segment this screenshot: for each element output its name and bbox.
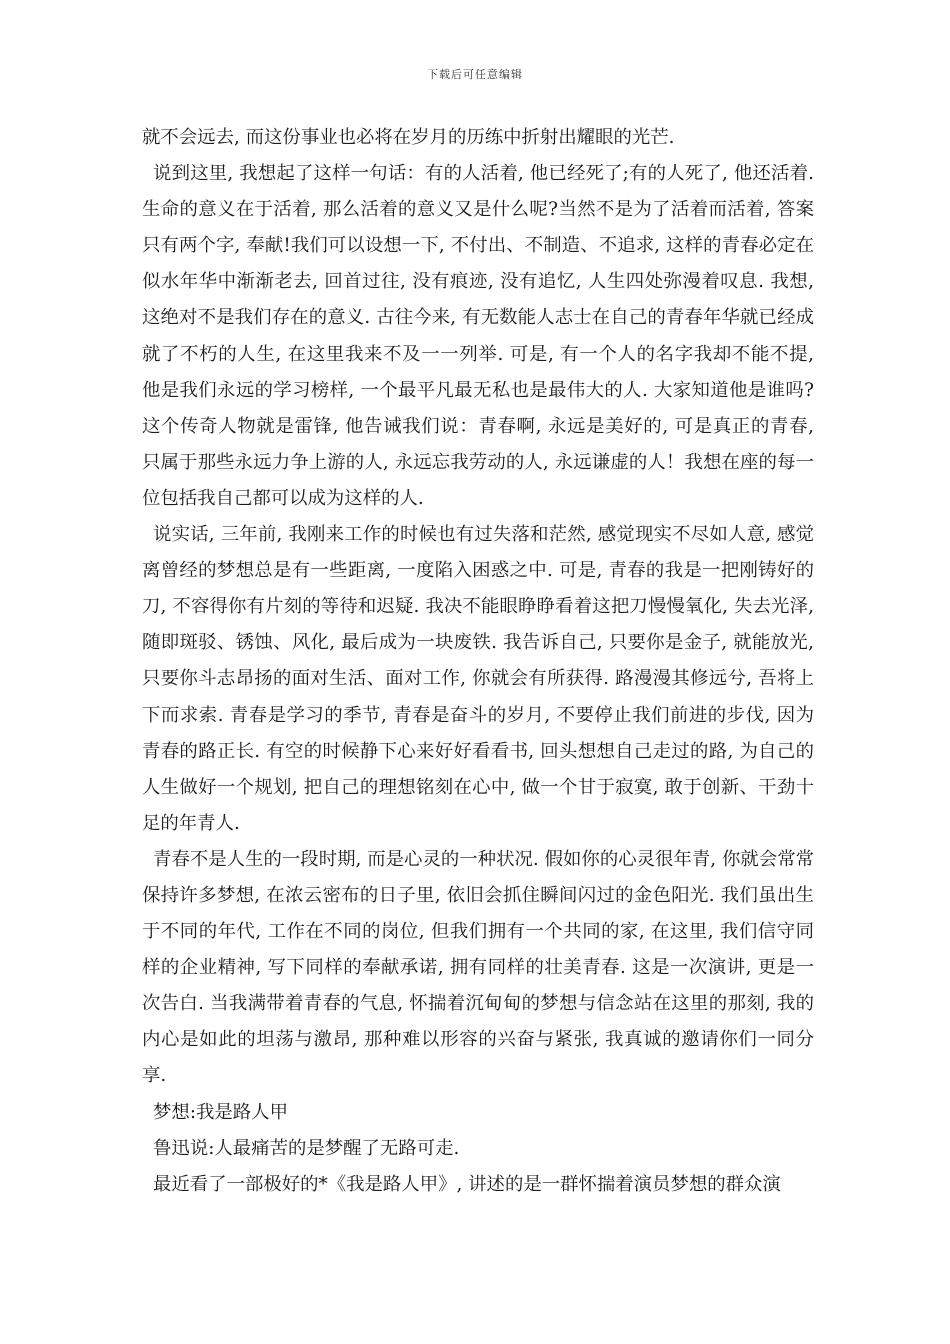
paragraph-2: 说到这里, 我想起了这样一句话：有的人活着, 他已经死了;有的人死了, 他还活着. 生命的意义在于活着, 那么活着的意义又是什么呢?当然不是为了活着而活着, 答案只有两个字, 奉献!我们可以设想一下, 不付出、不制造、不追求, 这样的青春必定在似水年华中渐渐老去, 回首过往, 没有痕迹, 没有追忆, 人生四处弥漫着叹息. 我想, 这绝对不是我们存在的意义. 古往今来, 有无数能人志士在自己的青春年华就已经成就了不朽的人生, 在这里我来不及一一列举. 可是, 有一个人的名字我却不能不提, 他是我们永远的学习榜样, 一个最平凡最无私也是最伟大的人. 大家知道他是谁吗?这个传奇人物就是雷锋, 他告诫我们说：青春啊, 永远是美好的, 可是真正的青春, 只属于那些永远力争上游的人, 永远忘我劳动的人, 永远谦虚的人！我想在座的每一位包括我自己都可以成为这样的人. [142,163,814,509]
page-header: 下载后可任意编辑 [427,68,523,81]
paragraph-6: 鲁迅说:人最痛苦的是梦醒了无路可走. [153,1137,460,1159]
document-body [142,120,814,1203]
paragraph-5: 梦想:我是路人甲 [153,1101,288,1123]
paragraph-3: 说实话, 三年前, 我刚来工作的时候也有过失落和茫然, 感觉现实不尽如人意, 感觉离曾经的梦想总是有一些距离, 一度陷入困惑之中. 可是, 青春的我是一把刚铸好的刀, 不容得你有片刻的等待和迟疑. 我决不能眼睁睁看着这把刀慢慢氧化, 失去光泽, 随即斑驳、锈蚀、风化, 最后成为一块废铁. 我告诉自己, 只要你是金子, 就能放光, 只要你斗志昂扬的面对生活、面对工作, 你就会有所获得. 路漫漫其修远兮, 吾将上下而求索. 青春是学习的季节, 青春是奋斗的岁月, 不要停止我们前进的步伐, 因为青春的路正长. 有空的时候静下心来好好看看书, 回头想想自己走过的路, 为自己的人生做好一个规划, 把自己的理想铭刻在心中, 做一个甘于寂寞, 敢于创新、干劲十足的年青人. [142,524,814,834]
paragraph-4: 青春不是人生的一段时期, 而是心灵的一种状况. 假如你的心灵很年青, 你就会常常保持许多梦想, 在浓云密布的日子里, 依旧会抓住瞬间闪过的金色阳光. 我们虽出生于不同的年代, 工作在不同的岗位, 但我们拥有一个共同的家, 在这里, 我们信守同样的企业精神, 写下同样的奉献承诺, 拥有同样的壮美青春. 这是一次演讲, 更是一次告白. 当我满带着青春的气息, 怀揣着沉甸甸的梦想与信念站在这里的那刻, 我的内心是如此的坦荡与激昂, 那种难以形容的兴奋与紧张, 我真诚的邀请你们一同分享. [142,848,814,1087]
paragraph-1: 就不会远去, 而这份事业也必将在岁月的历练中折射出耀眼的光芒. [142,127,675,148]
paragraph-7: 最近看了一部极好的*《我是路人甲》, 讲述的是一群怀揣着演员梦想的群众演 [153,1173,781,1195]
